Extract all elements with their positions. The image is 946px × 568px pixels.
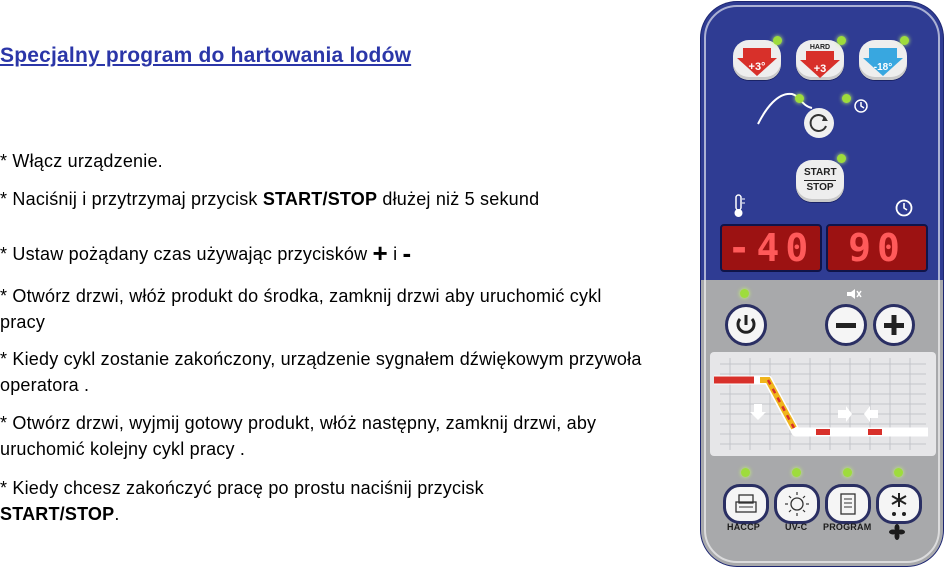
cycle-led [842,94,851,103]
thermometer-icon [731,194,747,218]
step-6: * Otwórz drzwi, wyjmij gotowy produkt, włóż następny, zamknij drzwi, aby uruchomić kolejny cykl pracy . [0,413,597,459]
hard-chill-icon [796,40,844,80]
program-led [843,468,852,477]
soft-chill-icon [733,40,781,80]
power-icon [728,307,764,343]
soft-chill-led [773,36,782,45]
step-2-text: * Naciśnij i przytrzymaj przycisk [0,189,263,209]
uv-lamp-icon [777,487,817,521]
start-stop-led [837,154,846,163]
plus-button[interactable] [873,304,915,346]
haccp-led [741,468,750,477]
minus-symbol: - [402,238,412,268]
step-1: * Włącz urządzenie. [0,151,163,171]
defrost-led [894,468,903,477]
hard-label: HARD [809,44,831,51]
step-7-text: * Kiedy chcesz zakończyć pracę po prostu naciśnij przycisk [0,478,484,498]
cycle-graph [710,352,936,456]
plus-icon [876,307,912,343]
hard-chill-led [837,36,846,45]
snowflake-drops-icon [879,487,919,521]
step-2-rest: dłużej niż 5 sekund [377,189,540,209]
step-5: * Kiedy cykl zostanie zakończony, urządzenie sygnałem dźwiękowym przywoła operatora . [0,349,642,395]
stop-label: STOP [806,182,834,193]
defrost-button[interactable] [876,484,922,524]
power-led [740,289,749,298]
clock-small-icon [853,98,869,114]
freeze-label: -18° [873,62,893,73]
step-3-and: i [387,244,403,264]
step-3-text: * Ustaw pożądany czas używając przycisków [0,244,373,264]
step-7 [0,475,650,527]
step-2 [0,186,650,212]
time-display: 90 [826,224,928,272]
start-label: START [804,166,836,181]
step-2-start-stop: START/STOP [262,189,378,209]
minus-icon [828,307,864,343]
hard-chill-label: +3 [813,63,827,75]
freeze-led [900,36,909,45]
power-button[interactable] [725,304,767,346]
temperature-display: -40 [720,224,822,272]
hard-chill-button[interactable] [796,40,844,80]
fan-icon [889,524,905,540]
step-7-start-stop: START/STOP [0,504,115,524]
refresh-icon [804,108,834,138]
freeze-icon [859,40,907,80]
soft-chill-button[interactable] [733,40,781,80]
start-stop-button[interactable] [796,160,844,202]
program-button[interactable] [825,484,871,524]
printer-icon [726,487,766,521]
haccp-button[interactable] [723,484,769,524]
freeze-button[interactable] [859,40,907,80]
haccp-label: HACCP [727,522,761,532]
plus-symbol: + [372,238,388,268]
page-title: Specjalny program do hartowania lodów [0,44,412,67]
uvc-button[interactable] [774,484,820,524]
soft-chill-label: +3° [748,61,766,73]
step-4: * Otwórz drzwi, włóż produkt do środka, zamknij drzwi aby uruchomić cykl pracy [0,286,602,332]
uvc-label: UV-C [785,522,808,532]
mute-icon [845,287,863,301]
uvc-led [792,468,801,477]
program-book-icon [828,487,868,521]
step-3 [0,240,650,267]
minus-button[interactable] [825,304,867,346]
clock-icon [894,198,914,218]
control-panel [701,2,943,566]
probe-led [795,94,804,103]
cycle-button[interactable] [804,108,834,138]
program-label: PROGRAM [823,522,872,532]
step-7-period: . [114,504,120,524]
